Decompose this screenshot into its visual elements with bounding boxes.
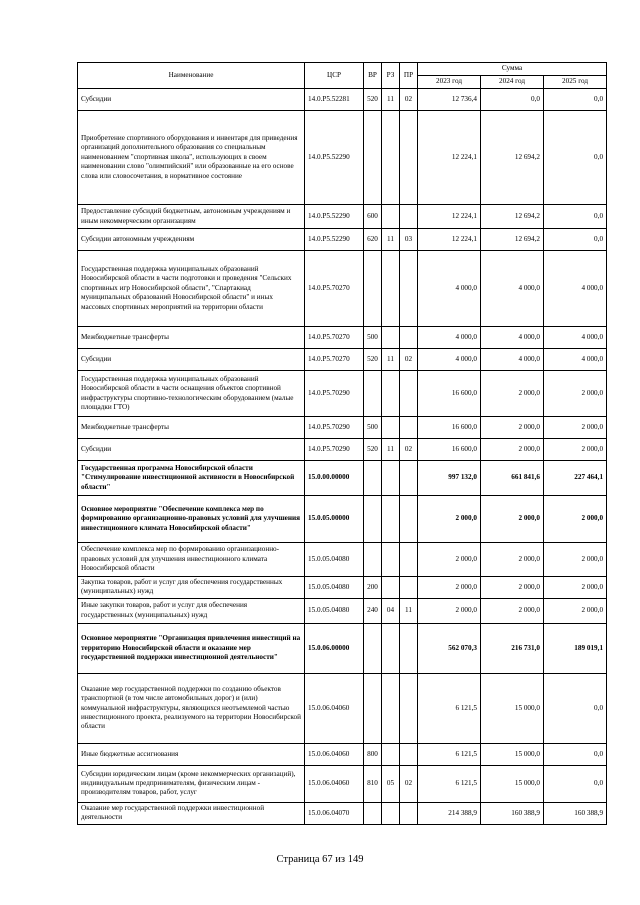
row-rz [382, 577, 400, 599]
row-name: Приобретение спортивного оборудования и инвентаря для приведения организаций дополнительного образования со специальным наименованием "спортивная школа", использующих в своем наименовании слово "олимпийский" или образованные на его основе слова или словосочетания, в нормативное состояние [78, 111, 305, 205]
row-pr [400, 673, 418, 743]
row-vr [364, 371, 382, 417]
row-vr [364, 802, 382, 824]
row-sum-2023: 2 000,0 [418, 543, 481, 577]
row-sum-2024: 216 731,0 [481, 623, 544, 673]
row-name: Обеспечение комплекса мер по формированию организационно-правовых условий для улучшения инвестиционного климата Новосибирской области [78, 543, 305, 577]
table-row [78, 417, 607, 439]
row-vr [364, 543, 382, 577]
row-sum-2023: 562 070,3 [418, 623, 481, 673]
row-rz: 04 [382, 598, 400, 623]
page-number: Страница 67 из 149 [276, 854, 364, 865]
row-pr [400, 543, 418, 577]
row-rz [382, 543, 400, 577]
row-csr: 14.0.P5.52290 [305, 111, 364, 205]
table-row [78, 496, 607, 543]
row-sum-2025: 227 464,1 [544, 461, 607, 496]
row-vr: 200 [364, 577, 382, 599]
row-csr: 14.0.P5.70290 [305, 439, 364, 461]
row-rz [382, 496, 400, 543]
row-name: Субсидии юридическим лицам (кроме некоммерческих организаций), индивидуальным предпринимателям, физическим лицам - производителям товаров, работ, услуг [78, 765, 305, 802]
row-sum-2025: 2 000,0 [544, 439, 607, 461]
row-csr: 15.0.05.04080 [305, 577, 364, 599]
header-sum: Сумма [418, 63, 607, 76]
row-rz: 11 [382, 89, 400, 111]
row-csr: 15.0.06.04060 [305, 765, 364, 802]
row-sum-2025: 4 000,0 [544, 349, 607, 371]
row-sum-2023: 16 600,0 [418, 371, 481, 417]
row-sum-2024: 2 000,0 [481, 496, 544, 543]
row-rz [382, 802, 400, 824]
row-csr: 15.0.00.00000 [305, 461, 364, 496]
row-vr [364, 623, 382, 673]
row-sum-2024: 12 694,2 [481, 111, 544, 205]
row-sum-2023: 214 388,9 [418, 802, 481, 824]
row-sum-2025: 2 000,0 [544, 417, 607, 439]
row-pr: 02 [400, 765, 418, 802]
row-sum-2024: 12 694,2 [481, 229, 544, 251]
row-pr: 02 [400, 349, 418, 371]
row-sum-2025: 0,0 [544, 743, 607, 765]
row-rz: 11 [382, 229, 400, 251]
table-row [78, 229, 607, 251]
budget-table [77, 62, 607, 825]
row-sum-2024: 2 000,0 [481, 417, 544, 439]
row-sum-2023: 2 000,0 [418, 496, 481, 543]
row-name: Предоставление субсидий бюджетным, автономным учреждениям и иным некоммерческим организациям [78, 205, 305, 229]
row-csr: 14.0.P5.70290 [305, 371, 364, 417]
row-sum-2023: 6 121,5 [418, 673, 481, 743]
table-row [78, 743, 607, 765]
row-sum-2024: 2 000,0 [481, 371, 544, 417]
row-rz [382, 111, 400, 205]
row-csr: 14.0.P5.70270 [305, 349, 364, 371]
row-name: Иные закупки товаров, работ и услуг для обеспечения государственных (муниципальных) нужд [78, 598, 305, 623]
row-rz [382, 251, 400, 327]
row-name: Субсидии [78, 89, 305, 111]
header-year-2023: 2023 год [418, 76, 481, 89]
row-name: Государственная поддержка муниципальных образований Новосибирской области в части подготовки и проведения "Сельских спортивных игр Новосибирской области", "Спартакиад муниципальных образований Новосибирской области" и иных массовых спортивных мероприятий на территории области [78, 251, 305, 327]
row-csr: 15.0.05.04080 [305, 598, 364, 623]
row-rz [382, 461, 400, 496]
row-sum-2025: 0,0 [544, 229, 607, 251]
row-csr: 14.0.P5.52290 [305, 205, 364, 229]
row-sum-2024: 160 388,9 [481, 802, 544, 824]
header-year-2024: 2024 год [481, 76, 544, 89]
row-sum-2024: 4 000,0 [481, 251, 544, 327]
row-csr: 15.0.06.04060 [305, 743, 364, 765]
row-sum-2025: 189 019,1 [544, 623, 607, 673]
row-csr: 15.0.06.04060 [305, 673, 364, 743]
row-csr: 15.0.05.04080 [305, 543, 364, 577]
row-rz [382, 371, 400, 417]
row-vr [364, 496, 382, 543]
row-sum-2023: 4 000,0 [418, 251, 481, 327]
row-name: Оказание мер государственной поддержки инвестиционной деятельности [78, 802, 305, 824]
table-row [78, 89, 607, 111]
row-pr [400, 111, 418, 205]
row-sum-2024: 12 694,2 [481, 205, 544, 229]
table-row [78, 371, 607, 417]
row-sum-2025: 0,0 [544, 765, 607, 802]
row-sum-2023: 6 121,5 [418, 743, 481, 765]
row-sum-2024: 15 000,0 [481, 743, 544, 765]
row-vr: 500 [364, 417, 382, 439]
row-vr: 520 [364, 349, 382, 371]
table-row [78, 673, 607, 743]
row-sum-2023: 12 224,1 [418, 205, 481, 229]
row-name: Субсидии автономным учреждениям [78, 229, 305, 251]
row-rz [382, 327, 400, 349]
header-vr: ВР [364, 63, 382, 89]
row-pr [400, 623, 418, 673]
row-pr [400, 743, 418, 765]
row-sum-2025: 0,0 [544, 673, 607, 743]
row-sum-2025: 4 000,0 [544, 327, 607, 349]
row-name: Субсидии [78, 439, 305, 461]
header-csr: ЦСР [305, 63, 364, 89]
row-pr [400, 577, 418, 599]
row-rz [382, 743, 400, 765]
row-vr: 600 [364, 205, 382, 229]
row-vr: 810 [364, 765, 382, 802]
row-sum-2025: 2 000,0 [544, 598, 607, 623]
row-name: Межбюджетные трансферты [78, 327, 305, 349]
row-sum-2023: 2 000,0 [418, 598, 481, 623]
row-csr: 15.0.05.00000 [305, 496, 364, 543]
row-vr: 500 [364, 327, 382, 349]
row-sum-2023: 12 736,4 [418, 89, 481, 111]
row-pr [400, 251, 418, 327]
row-vr: 240 [364, 598, 382, 623]
row-sum-2023: 16 600,0 [418, 439, 481, 461]
header-pr: ПР [400, 63, 418, 89]
row-rz: 11 [382, 439, 400, 461]
row-sum-2025: 2 000,0 [544, 543, 607, 577]
row-vr: 800 [364, 743, 382, 765]
row-pr: 02 [400, 89, 418, 111]
row-sum-2023: 4 000,0 [418, 327, 481, 349]
row-pr: 03 [400, 229, 418, 251]
row-name: Основное мероприятие "Организация привлечения инвестиций на территорию Новосибирской области и оказание мер государственной поддержки инвестиционной деятельности" [78, 623, 305, 673]
table-row [78, 251, 607, 327]
row-sum-2024: 0,0 [481, 89, 544, 111]
row-pr [400, 417, 418, 439]
row-csr: 15.0.06.04070 [305, 802, 364, 824]
row-name: Оказание мер государственной поддержки по созданию объектов транспортной (в том числе автомобильных дорог) и (или) коммунальной инфраструктуры, являющихся неотъемлемой частью инвестиционного проекта, реализуемого на территории Новосибирской области [78, 673, 305, 743]
row-sum-2024: 2 000,0 [481, 439, 544, 461]
row-name: Межбюджетные трансферты [78, 417, 305, 439]
row-sum-2023: 2 000,0 [418, 577, 481, 599]
row-csr: 15.0.06.00000 [305, 623, 364, 673]
table-row [78, 765, 607, 802]
row-vr: 520 [364, 89, 382, 111]
row-vr [364, 461, 382, 496]
row-vr: 520 [364, 439, 382, 461]
row-pr [400, 802, 418, 824]
row-pr [400, 205, 418, 229]
row-sum-2025: 0,0 [544, 205, 607, 229]
row-name: Закупка товаров, работ и услуг для обеспечения государственных (муниципальных) нужд [78, 577, 305, 599]
row-name: Субсидии [78, 349, 305, 371]
table-row [78, 598, 607, 623]
row-pr [400, 496, 418, 543]
row-sum-2023: 12 224,1 [418, 111, 481, 205]
row-pr: 02 [400, 439, 418, 461]
row-vr [364, 111, 382, 205]
row-vr [364, 673, 382, 743]
table-row [78, 111, 607, 205]
row-rz [382, 673, 400, 743]
row-name: Иные бюджетные ассигнования [78, 743, 305, 765]
row-sum-2025: 0,0 [544, 111, 607, 205]
table-row [78, 577, 607, 599]
table-row [78, 205, 607, 229]
row-sum-2024: 661 841,6 [481, 461, 544, 496]
row-sum-2023: 997 132,0 [418, 461, 481, 496]
table-row [78, 543, 607, 577]
row-rz [382, 623, 400, 673]
row-csr: 14.0.P5.52281 [305, 89, 364, 111]
row-csr: 14.0.P5.70270 [305, 327, 364, 349]
row-pr [400, 327, 418, 349]
row-rz [382, 205, 400, 229]
header-name: Наименование [78, 63, 305, 89]
row-csr: 14.0.P5.52290 [305, 229, 364, 251]
row-rz: 05 [382, 765, 400, 802]
row-sum-2023: 4 000,0 [418, 349, 481, 371]
row-sum-2025: 4 000,0 [544, 251, 607, 327]
row-sum-2023: 6 121,5 [418, 765, 481, 802]
header-year-2025: 2025 год [544, 76, 607, 89]
row-sum-2025: 2 000,0 [544, 577, 607, 599]
row-sum-2023: 16 600,0 [418, 417, 481, 439]
row-rz [382, 417, 400, 439]
row-sum-2023: 12 224,1 [418, 229, 481, 251]
table-row [78, 802, 607, 824]
row-vr [364, 251, 382, 327]
row-sum-2024: 15 000,0 [481, 673, 544, 743]
row-rz: 11 [382, 349, 400, 371]
header-rz: РЗ [382, 63, 400, 89]
row-vr: 620 [364, 229, 382, 251]
row-pr [400, 461, 418, 496]
row-sum-2025: 2 000,0 [544, 371, 607, 417]
row-name: Государственная программа Новосибирской области "Стимулирование инвестиционной активности в Новосибирской области" [78, 461, 305, 496]
row-sum-2024: 15 000,0 [481, 765, 544, 802]
table-row [78, 327, 607, 349]
row-sum-2024: 4 000,0 [481, 327, 544, 349]
table-row [78, 349, 607, 371]
row-csr: 14.0.P5.70290 [305, 417, 364, 439]
table-row [78, 461, 607, 496]
row-sum-2025: 2 000,0 [544, 496, 607, 543]
row-sum-2024: 2 000,0 [481, 577, 544, 599]
table-row [78, 439, 607, 461]
row-name: Основное мероприятие "Обеспечение комплекса мер по формированию организационно-правовых условий для улучшения инвестиционного климата Новосибирской области" [78, 496, 305, 543]
row-sum-2024: 2 000,0 [481, 598, 544, 623]
row-pr [400, 371, 418, 417]
row-sum-2024: 2 000,0 [481, 543, 544, 577]
row-sum-2025: 0,0 [544, 89, 607, 111]
row-pr: 11 [400, 598, 418, 623]
row-sum-2025: 160 388,9 [544, 802, 607, 824]
row-csr: 14.0.P5.70270 [305, 251, 364, 327]
row-sum-2024: 4 000,0 [481, 349, 544, 371]
row-name: Государственная поддержка муниципальных образований Новосибирской области в части оснащения объектов спортивной инфраструктуры спортивно-технологическим оборудованием (малые площадки ГТО) [78, 371, 305, 417]
table-row [78, 623, 607, 673]
